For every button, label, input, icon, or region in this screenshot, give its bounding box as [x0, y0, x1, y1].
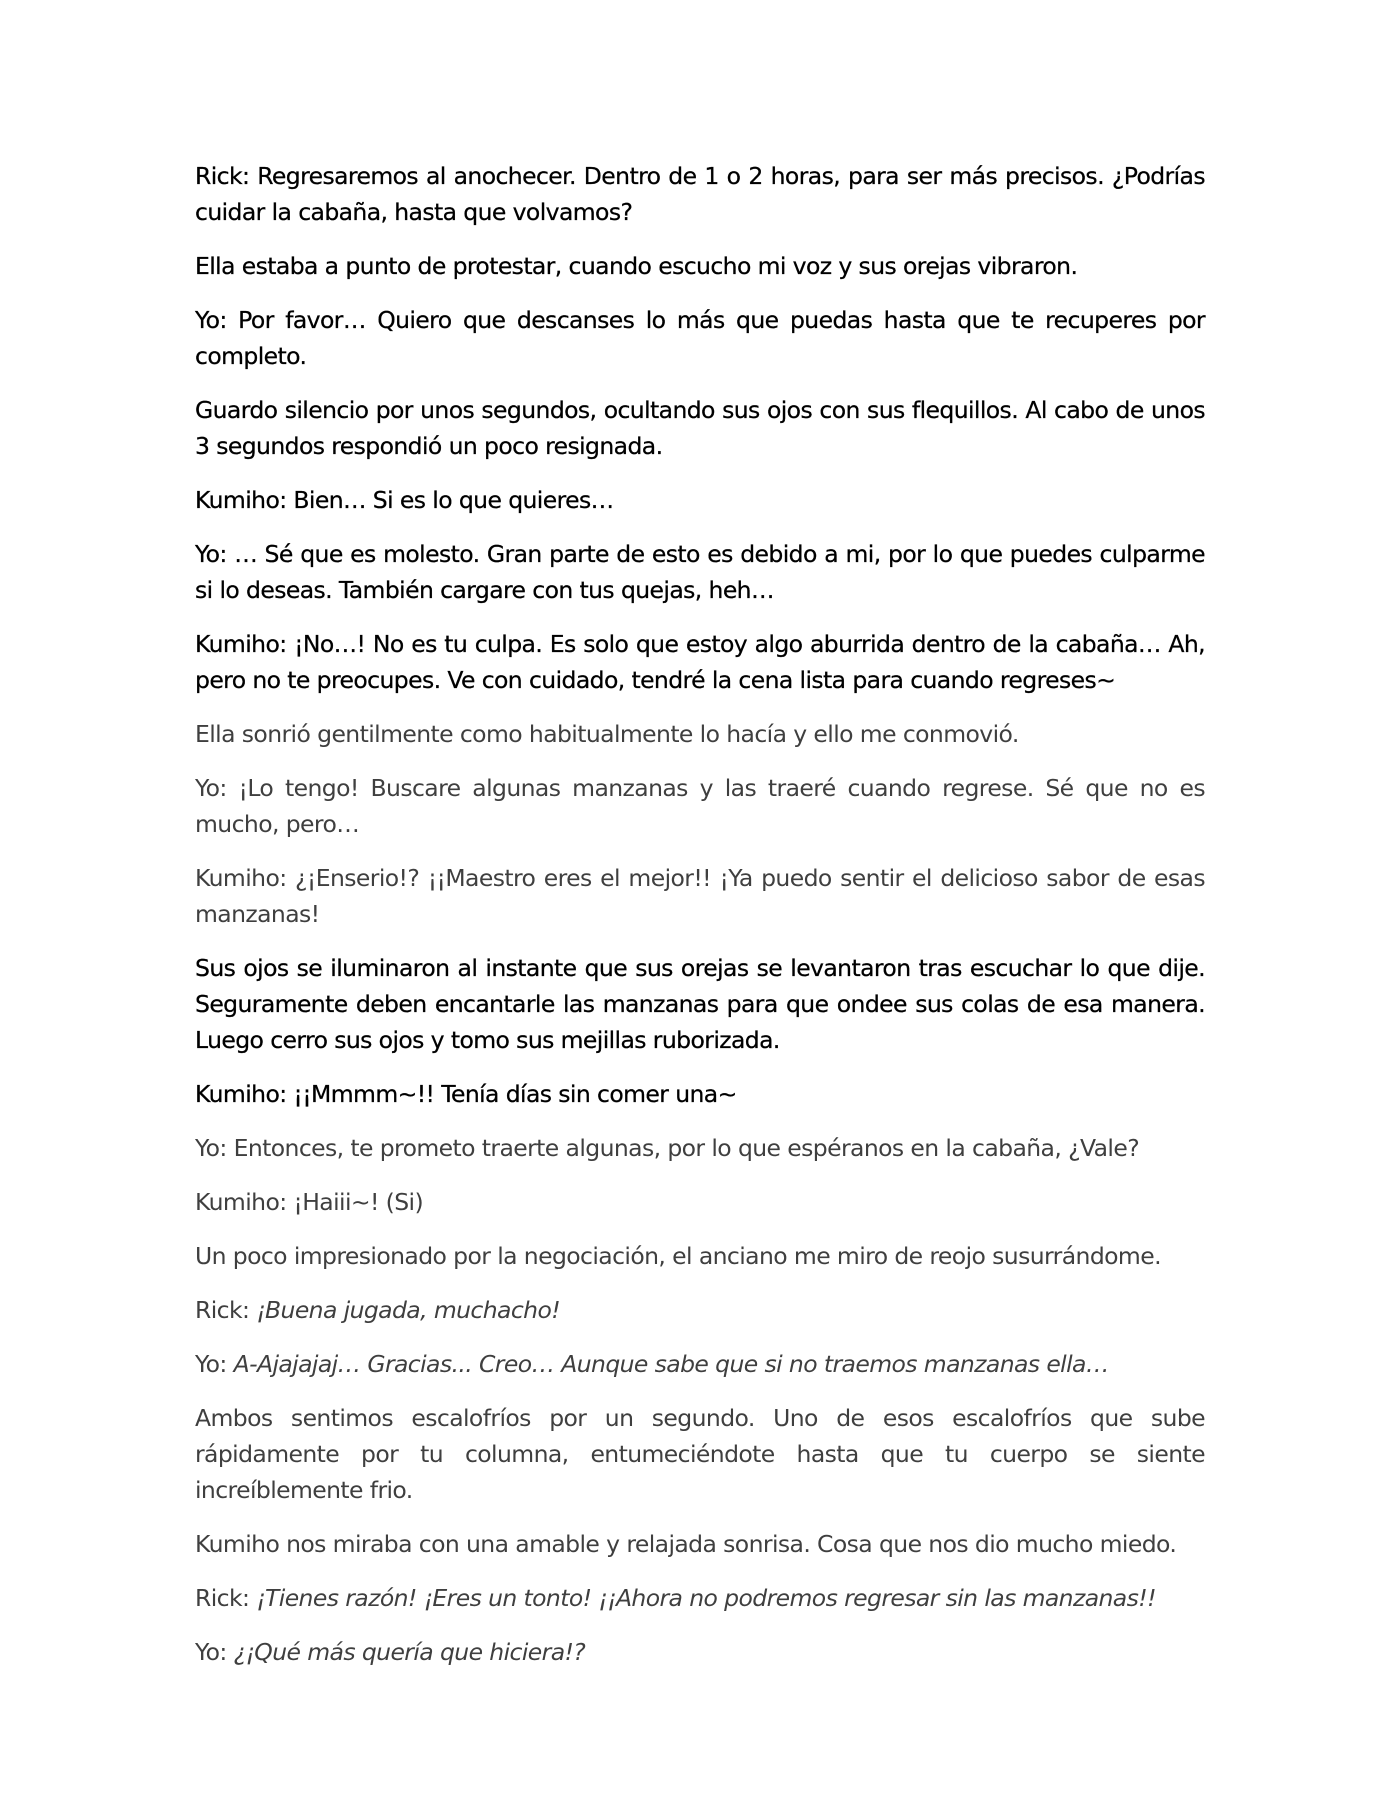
italic-speech: A-Ajajajaj… Gracias... Creo… Aunque sabe que si no traemos manzanas ella…	[233, 1350, 1109, 1378]
paragraph-text: Yo: … Sé que es molesto. Gran parte de esto es debido a mi, por lo que puedes culparme si lo deseas. También cargare con tus quejas, heh…	[195, 540, 1205, 604]
speaker-label: Rick:	[195, 1584, 257, 1612]
paragraph-text: Guardo silencio por unos segundos, ocultando sus ojos con sus flequillos. Al cabo de unos 3 segundos respondió un poco resignada.	[195, 396, 1205, 460]
paragraph-text: Kumiho: ¡Haiii~! (Si)	[195, 1188, 424, 1216]
paragraph	[195, 1130, 1205, 1166]
paragraph	[195, 1346, 1205, 1382]
paragraph-text: Ambos sentimos escalofríos por un segundo. Uno de esos escalofríos que sube rápidamente por tu columna, entumeciéndote hasta que tu cuerpo se siente increíblemente frio.	[195, 1404, 1205, 1504]
paragraph	[195, 1238, 1205, 1274]
italic-speech: ¿¡Qué más quería que hiciera!?	[233, 1638, 586, 1666]
italic-speech: ¡Buena jugada, muchacho!	[256, 1296, 561, 1324]
document-body	[195, 158, 1205, 1688]
paragraph	[195, 392, 1205, 464]
speaker-label: Yo:	[195, 1350, 234, 1378]
paragraph	[195, 1400, 1205, 1508]
paragraph-text: Sus ojos se iluminaron al instante que sus orejas se levantaron tras escuchar lo que dije. Seguramente deben encantarle las manzanas para que ondee sus colas de esa manera. Luego cerro sus ojos y tomo sus mejillas ruborizada.	[195, 954, 1205, 1054]
paragraph	[195, 1634, 1205, 1670]
paragraph	[195, 1292, 1205, 1328]
paragraph-text: Rick: Regresaremos al anochecer. Dentro de 1 o 2 horas, para ser más precisos. ¿Podrías cuidar la cabaña, hasta que volvamos?	[195, 162, 1205, 226]
paragraph-text: Yo: Por favor… Quiero que descanses lo más que puedas hasta que te recuperes por completo.	[195, 306, 1205, 370]
italic-speech: ¡Tienes razón! ¡Eres un tonto! ¡¡Ahora no podremos regresar sin las manzanas!!	[256, 1584, 1156, 1612]
paragraph-text: Kumiho: ¡¡Mmmm~!! Tenía días sin comer una~	[195, 1080, 737, 1108]
speaker-label: Yo:	[195, 1638, 234, 1666]
paragraph-text: Kumiho: ¿¡Enserio!? ¡¡Maestro eres el mejor!! ¡Ya puedo sentir el delicioso sabor de esas manzanas!	[195, 864, 1205, 928]
paragraph	[195, 950, 1205, 1058]
paragraph-text: Yo: Entonces, te prometo traerte algunas, por lo que espéranos en la cabaña, ¿Vale?	[195, 1134, 1140, 1162]
paragraph-text: Kumiho nos miraba con una amable y relajada sonrisa. Cosa que nos dio mucho miedo.	[195, 1530, 1177, 1558]
paragraph	[195, 482, 1205, 518]
paragraph	[195, 1184, 1205, 1220]
paragraph	[195, 158, 1205, 230]
paragraph	[195, 536, 1205, 608]
paragraph	[195, 860, 1205, 932]
paragraph	[195, 248, 1205, 284]
paragraph	[195, 770, 1205, 842]
paragraph-text: Kumiho: ¡No…! No es tu culpa. Es solo que estoy algo aburrida dentro de la cabaña… Ah, pero no te preocupes. Ve con cuidado, tendré la cena lista para cuando regreses~	[195, 630, 1205, 694]
paragraph	[195, 302, 1205, 374]
speaker-label: Rick:	[195, 1296, 257, 1324]
paragraph-text: Ella sonrió gentilmente como habitualmente lo hacía y ello me conmovió.	[195, 720, 1019, 748]
paragraph	[195, 716, 1205, 752]
paragraph-text: Ella estaba a punto de protestar, cuando escucho mi voz y sus orejas vibraron.	[195, 252, 1078, 280]
paragraph	[195, 1076, 1205, 1112]
paragraph	[195, 626, 1205, 698]
paragraph	[195, 1580, 1205, 1616]
paragraph	[195, 1526, 1205, 1562]
paragraph-text: Yo: ¡Lo tengo! Buscare algunas manzanas y las traeré cuando regrese. Sé que no es mucho, pero…	[195, 774, 1205, 838]
paragraph-text: Kumiho: Bien… Si es lo que quieres…	[195, 486, 614, 514]
paragraph-text: Un poco impresionado por la negociación, el anciano me miro de reojo susurrándome.	[195, 1242, 1161, 1270]
